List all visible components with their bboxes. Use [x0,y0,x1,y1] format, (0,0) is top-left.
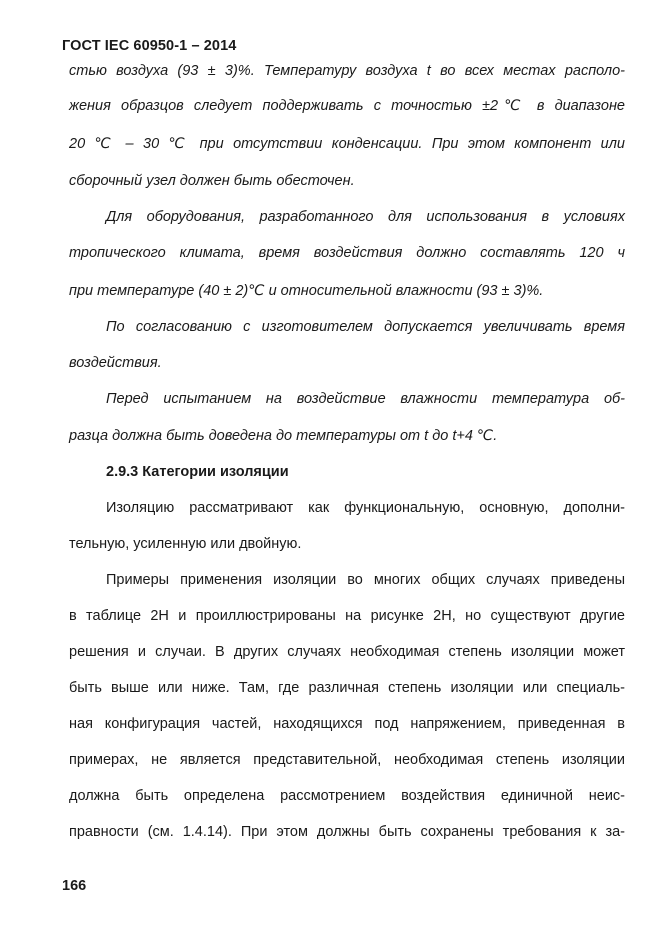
text-line: Изоляцию рассматривают как функциональную, основную, дополни- [106,500,625,516]
text-line: ная конфигурация частей, находящихся под напряжением, приведенная в [69,716,625,732]
section-heading: 2.9.3 Категории изоляции [106,464,289,480]
text-line: жения образцов следует поддерживать с точностью ±2℃ в диапазоне [69,98,625,114]
text-line: 20 ℃ – 30 ℃ при отсутствии конденсации. При этом компонент или [69,136,625,152]
text-line: Перед испытанием на воздействие влажности температура об- [106,391,625,407]
text-line: быть выше или ниже. Там, где различная степень изоляции или специаль- [69,680,625,696]
text-line: при температуре (40 ± 2)℃ и относительной влажности (93 ± 3)%. [69,283,544,299]
document-header: ГОСТ IEC 60950-1 – 2014 [62,38,237,54]
text-line: воздействия. [69,355,162,371]
text-line: должна быть определена рассмотрением воздействия единичной неис- [69,788,625,804]
text-line: примерах, не является представительной, необходимая степень изоляции [69,752,625,768]
text-line: Для оборудования, разработанного для использования в условиях [106,209,625,225]
page-number: 166 [62,878,87,894]
text-line: правности (см. 1.4.14). При этом должны быть сохранены требования к за- [69,824,625,840]
text-line: По согласованию с изготовителем допускается увеличивать время [106,319,625,335]
text-line: тельную, усиленную или двойную. [69,536,302,552]
text-line: Примеры применения изоляции во многих общих случаях приведены [106,572,625,588]
text-line: сборочный узел должен быть обесточен. [69,173,355,189]
text-line: в таблице 2H и проиллюстрированы на рисунке 2H, но существуют другие [69,608,625,624]
text-line: решения и случаи. В других случаях необходимая степень изоляции может [69,644,625,660]
text-line: стью воздуха (93 ± 3)%. Температуру воздуха t во всех местах располо- [69,63,625,79]
text-line: разца должна быть доведена до температуры от t до t+4 ℃. [69,428,498,444]
text-line: тропического климата, время воздействия должно составлять 120 ч [69,245,625,261]
